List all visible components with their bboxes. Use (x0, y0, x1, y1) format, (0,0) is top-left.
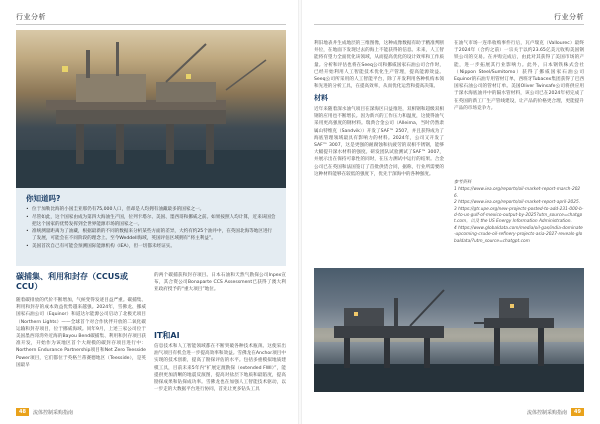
reference-item: 2 https://www.iea.org/reports/oil-market-report-april-2025. (454, 200, 581, 206)
right-page-footer (527, 408, 584, 416)
left-page-footer (16, 408, 73, 416)
right-header-rule (314, 24, 584, 25)
right-section-title: 行业分析 (554, 13, 584, 21)
right-page-number: 49 (571, 408, 584, 416)
ccus-heading: 碳捕集、利用和封存（CCUS或CCU） (16, 272, 128, 291)
reference-item: 1 https://www.iea.org/reports/oil-market-report-march-2026. (454, 187, 581, 199)
offshore-platform-photo (16, 30, 286, 188)
references-block (454, 180, 584, 245)
reference-item: 4 https://www.globaldata.com/media/oil-gas/india-dominate-upcoming-crude-oil-refinery-projects-asia-2027-reveals-globaldata/?utm_source=chatgpt.com (454, 225, 583, 244)
ccus-paragraph-continued: 的两个碳捕获和封存项目。日本石油和天然气勘探公司Inpex宣布，其合资公司Bonaparte CCS Assessment已获得了澳大利亚政府授予的“重大项目”地位。 (154, 273, 286, 293)
it-ai-heading: IT和AI (154, 331, 180, 340)
references-title: 参考资料 (454, 180, 472, 185)
left-page-number: 48 (16, 408, 29, 416)
left-section-title: 行业分析 (16, 13, 46, 21)
materials-paragraph: 近年来随着深水油气项目在深海区日益推进，双相钢和超级双相钢的应用也不断增长。因为新兴的工作压力和温度，这使得油气采用更高强度的钢材料。瑞典合金公司（Alleima，当时仍然隶属山特维克（Sandvik））开发了SAF™ 2507，并且获得成为了海底管理领域最具有影响力的材料。2024年，公司又开发了SAF™ 3007，这是更强的耐腐蚀和抗疲劳的双相不锈钢，能够大幅提升深水材料的强度。研发团队试验测试了SAF™ 3007，并展示出在保持可靠性的同时，在压力测试中运行的结果。合金公司已在英国和法国签订了首批供货合同，据称，行业所需要的这种材料能够在较低的强度下，优先于深海中的各种强度。 (314, 107, 444, 177)
reference-item: 3 https://gtr.upe.org/new-projects-posted-to-add-231-000-b-d-to-us-gulf-of-mexico-output-by-2025?utm_source=chatgpt.com，以及 the US Energy Information Administration. (454, 206, 584, 225)
ai-paragraph-continued: 利旧地表井生成地层的三维图像，这种成像数据有助于精准判断井位，在地面下发现过去的海上不能获得的信息。未来，人工智能将有望力全面优化该领域，从而提高优化的设计效率和工作质量。分析和评估也将在Seeq公司和挪威国家石油公司合作时，已经开始利用人工智能技术优化生产管理，提高能源效益。Seeq公司所采用的人工智能平台，除了开发利用各种机构本领和先进的分析工具，在提高效率，从而优化运营和提高决策。 (314, 41, 444, 90)
factbox-title: 你知道吗? (26, 194, 61, 203)
left-header-rule (16, 24, 286, 25)
right-footer-text: 流体控制采购指南 (527, 409, 568, 416)
did-you-know-box (16, 188, 286, 266)
left-footer-text: 流体控制采购指南 (32, 409, 73, 416)
fact-item: • 位于加勒比海的小国圭亚那仍有75,000人口，但却是人均拥有油藏最多的国家之一。 (26, 207, 276, 214)
materials-paragraph-continued: 在油气市场一连串收购事件行后，瓦卢瑞克（Vallourec）最终于2024年（合约之前）一宗关于以约23.65亿美元收购美国钢铁公司的交易。在并购完成后，由此对其获得了美国市场的产能，进一步拓展其行业影响力。此外，日本钢铁株式会社（Nippon Steel/Sumitomo）获得了挪威国家石油公司Equinor的石油专用管材订单，西班牙Tubacex集团获得了巴西国家石油公司的管材订单。美国Oliver Twinsafe公司将供应用于深水海底油井中的隔水管材料，该公司已在2024年初完成了在英国的新工厂生产管线建设，让产品的价格更合理，更能提升产品的市场竞争力。 (454, 41, 584, 111)
platform-sunset-photo (314, 268, 584, 392)
page-gutter (298, 0, 302, 424)
materials-heading: 材料 (314, 94, 328, 102)
ccus-paragraph: 随着碳排放的代价不断增加，气候变得发迹目益严重。碳捕集、利用和封存的成本效益优势越来越强。2024年，雪佛龙、挪威国家石油公司（Equinor）和道达尔能源公司启动了北极光项目（Northern Lights）——全球首个对合作伙伴开放的二氧化碳运输和封存项目，位于挪威海域。同年9月，上述三家公司位于美国墨西哥湾外近海的Bayou Bend碳捕集、利用和封存项目获准开发，开始作为该地区首个大规模的碳封存项目进行中：Northern Endurance Partnership项目和Net Zero Teesside Power项目，它们都位于英格兰蒂赛德地区（Teesside），是英国最早 (16, 298, 146, 368)
fact-item: • 准统测量距离为了油藏，根据最新的不同的数据来分析某些方面的差异，大约有约25个油井中，在英国北海等地区进行了发展，可能会在不同阶段的理念上。至今Weddell海域，英国评估区域拥有“将主利益”。 (26, 229, 276, 243)
it-ai-paragraph: 信息技术和人工智能领域都在不断突破各种技术瓶颈。这使采出油气项目有机会进一步提高效率和效益。雪佛龙在Anchor项目中实现的技术创新，提高了勘探评估的水平。包括多重模拟地质建模工具，目前未来5年内“扩展定渡勘探（extended FWI）”，能提供更加清晰的地震反演图，提高对盐层下地质和最陷度，提高勘探成果和钻探成功率。雪佛龙也在加强人工智能技术驱动，以一步走的大数据平台进行协同，首先让更多钻头工具 (154, 344, 286, 393)
fact-item: • 尽管如此，这个国家由成为第四大海油生产国，位列卡塔尔、美国、墨西哥和挪威之前。如果按照人均计算，近来该国会把这个国家的优势发挥到全世界能源市场的国家之一。 (26, 215, 276, 229)
fact-item: • 美国首次自己有可能会预测国际能源机构（IEA），但一切都未经证实。 (26, 244, 276, 251)
